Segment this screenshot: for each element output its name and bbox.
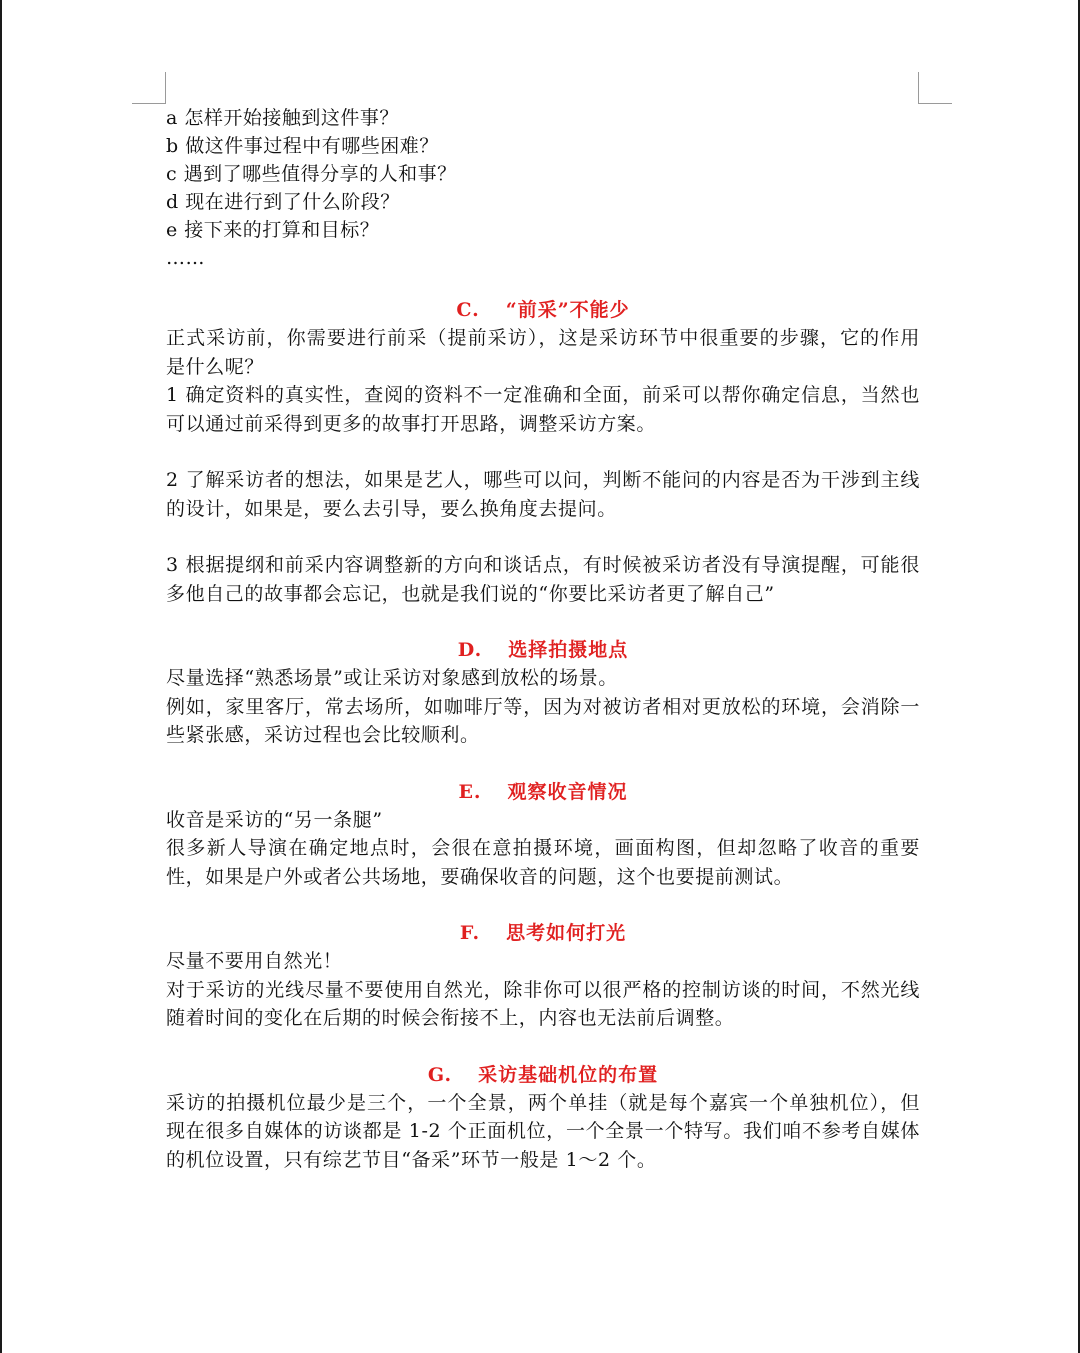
section-letter: G. — [427, 1063, 453, 1086]
question-item: a 怎样开始接触到这件事？ — [166, 107, 399, 129]
section-letter: E. — [458, 780, 482, 803]
question-item: c 遇到了哪些值得分享的人和事？ — [166, 163, 457, 185]
paragraph: 很多新人导演在确定地点时，会很在意拍摄环境，画面构图，但却忽略了收音的重要性，如果是户外或者公共场地，要确保收音的问题，这个也要提前测试。 — [166, 837, 920, 888]
page-edge-left — [0, 0, 2, 1353]
section-title: 选择拍摄地点 — [508, 639, 629, 661]
question-list — [166, 104, 920, 272]
section-title: 采访基础机位的布置 — [478, 1063, 659, 1086]
paragraph: 1 确定资料的真实性，查阅的资料不一定准确和全面，前采可以帮你确定信息，当然也可以通过前采得到更多的故事打开思路，调整采访方案。 — [166, 384, 920, 435]
paragraph: 收音是采访的“另一条腿” — [166, 808, 383, 831]
blank-line — [166, 523, 920, 551]
ellipsis: …… — [166, 247, 205, 269]
paragraph: 2 了解采访者的想法，如果是艺人，哪些可以问，判断不能问的内容是否为干涉到主线的设计，如果是，要么去引导，要么换角度去提问。 — [166, 469, 920, 520]
section-letter: C. — [456, 299, 480, 321]
section-heading-g — [166, 1061, 920, 1089]
section-title: 观察收音情况 — [507, 780, 628, 803]
section-letter: D. — [457, 639, 483, 661]
section-title: “前采”不能少 — [505, 299, 630, 321]
section-heading-e — [166, 778, 920, 806]
question-item: e 接下来的打算和目标？ — [166, 219, 380, 241]
paragraph: 采访的拍摄机位最少是三个，一个全景，两个单挂（就是每个嘉宾一个单独机位），但现在很多自媒体的访谈都是 1-2 个正面机位，一个全景一个特写。我们咱不参考自媒体的机位设置，只有综艺节目“备采”环节一般是 1～2 个。 — [166, 1091, 920, 1171]
paragraph: 3 根据提纲和前采内容调整新的方向和谈话点，有时候被采访者没有导演提醒，可能很多他自己的故事都会忘记，也就是我们说的“你要比采访者更了解自己” — [166, 554, 920, 605]
paragraph: 例如，家里客厅，常去场所，如咖啡厅等，因为对被访者相对更放松的环境，会消除一些紧张感，采访过程也会比较顺利。 — [166, 695, 920, 746]
question-item: b 做这件事过程中有哪些困难？ — [166, 135, 439, 157]
blank-line — [166, 438, 920, 466]
section-heading-c — [166, 296, 920, 324]
paragraph: 对于采访的光线尽量不要使用自然光，除非你可以很严格的控制访谈的时间，不然光线随着时间的变化在后期的时候会衔接不上，内容也无法前后调整。 — [166, 978, 920, 1029]
section-heading-d — [166, 636, 920, 664]
question-item: d 现在进行到了什么阶段？ — [166, 191, 400, 213]
document-body — [166, 104, 920, 1174]
paragraph: 正式采访前，你需要进行前采（提前采访），这是采访环节中很重要的步骤，它的作用是什么呢？ — [166, 327, 920, 378]
section-heading-f — [166, 919, 920, 947]
paragraph: 尽量选择“熟悉场景”或让采访对象感到放松的场景。 — [166, 667, 618, 689]
section-letter: F. — [459, 922, 481, 944]
paragraph: 尽量不要用自然光！ — [166, 950, 343, 972]
section-title: 思考如何打光 — [506, 922, 627, 944]
